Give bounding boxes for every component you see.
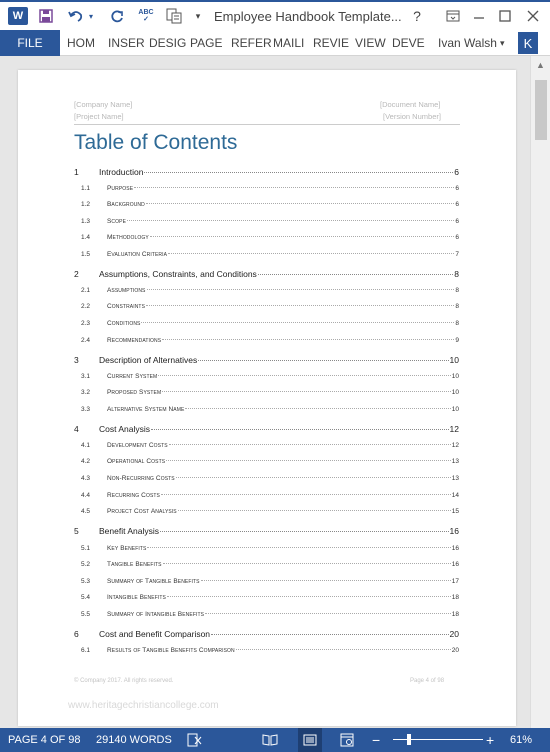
toc-entry-text: Summary of Intangible Benefits <box>107 611 205 618</box>
word-count[interactable]: 29140 WORDS <box>96 734 172 746</box>
toc-entry-text: Recommendations <box>107 337 162 344</box>
toc-entry-number: 4.5 <box>81 508 91 515</box>
toc-dot-leader <box>166 460 451 461</box>
tab-design[interactable]: DESIG <box>149 36 187 50</box>
toc-entry-page: 17 <box>451 578 459 585</box>
toc-dot-leader <box>169 444 451 445</box>
toc-entry-text: Assumptions <box>107 287 146 294</box>
scroll-up-icon[interactable]: ▲ <box>536 60 545 70</box>
toc-dot-leader <box>147 289 455 290</box>
toc-entry-text: Key Benefits <box>107 545 147 552</box>
toc-entry-number: 4.1 <box>81 442 91 449</box>
toc-entry-page: 6 <box>455 234 459 241</box>
toc-entry-page: 8 <box>455 287 459 294</box>
toc-dot-leader <box>176 477 451 478</box>
toc-dot-leader <box>141 322 454 323</box>
toc-dot-leader <box>168 253 454 254</box>
toc-entry-text: Non-Recurring Costs <box>107 475 175 482</box>
toc-dot-leader <box>167 596 451 597</box>
toc-entry-page: 8 <box>454 269 459 279</box>
toc-entry-page: 8 <box>455 303 459 310</box>
toc-dot-leader <box>161 494 451 495</box>
toc-entry-page: 8 <box>455 320 459 327</box>
toc-dot-leader <box>198 360 448 361</box>
toc-subentry[interactable] <box>74 458 459 465</box>
toc-entry-number: 5.2 <box>81 561 91 568</box>
tab-view[interactable]: VIEW <box>355 36 386 50</box>
customize-icon[interactable]: ▾ <box>195 10 201 21</box>
toc-subentry[interactable] <box>74 442 459 449</box>
toc-dot-leader <box>146 203 455 204</box>
toc-entry-page: 12 <box>449 424 459 434</box>
toc-subentry[interactable] <box>74 475 459 482</box>
toc-entry-text: Development Costs <box>107 442 168 449</box>
toc-subentry[interactable] <box>74 561 459 568</box>
toc-entry-page: 6 <box>455 201 459 208</box>
toc-entry-text: Proposed System <box>107 389 162 396</box>
toc-entry-number: 3.2 <box>81 389 91 396</box>
toc-entry-number: 5.5 <box>81 611 91 618</box>
tab-page-layout[interactable]: PAGE <box>190 36 223 50</box>
undo-icon[interactable] <box>66 6 86 26</box>
toc-entry-text: Background <box>107 201 145 208</box>
watermark-text: www.heritagechristiancollege.com <box>68 700 219 711</box>
print-layout-icon[interactable] <box>298 728 322 752</box>
toc-dot-leader <box>178 510 451 511</box>
toc-entry-text: Description of Alternatives <box>99 355 198 365</box>
zoom-out-button[interactable]: − <box>372 732 381 748</box>
toc-entry-number: 4.3 <box>81 475 91 482</box>
toc-entry[interactable] <box>74 424 459 434</box>
toc-subentry[interactable] <box>74 545 459 552</box>
help-icon[interactable]: ? <box>413 8 421 24</box>
redo-icon[interactable] <box>108 6 126 26</box>
toc-dot-leader <box>134 187 454 188</box>
toc-entry-number: 1.5 <box>81 251 91 258</box>
tab-home[interactable]: HOM <box>67 36 95 50</box>
toc-dot-leader <box>185 408 450 409</box>
toc-dot-leader <box>205 613 451 614</box>
header-divider <box>74 124 460 125</box>
toc-dot-leader <box>127 220 454 221</box>
toc-entry-page: 18 <box>451 611 459 618</box>
ribbon-tabs <box>0 30 550 56</box>
toc-entry-number: 3 <box>74 355 79 365</box>
toc-dot-leader <box>151 429 449 430</box>
zoom-level[interactable]: 61% <box>510 734 533 746</box>
toc-entry-number: 2.4 <box>81 337 91 344</box>
page-count[interactable]: PAGE 4 OF 98 <box>8 734 81 746</box>
vertical-scrollbar[interactable] <box>530 56 550 728</box>
toc-dot-leader <box>211 634 449 635</box>
toc-dot-leader <box>162 339 454 340</box>
toc-subentry[interactable] <box>74 320 459 327</box>
toc-entry[interactable] <box>74 526 459 536</box>
toc-entry-text: Cost and Benefit Comparison <box>99 629 211 639</box>
zoom-slider-thumb[interactable] <box>407 734 411 745</box>
toc-subentry[interactable] <box>74 492 459 499</box>
toc-subentry[interactable] <box>74 389 459 396</box>
toc-entry-text: Operational Costs <box>107 458 166 465</box>
toc-entry-page: 7 <box>455 251 459 258</box>
zoom-in-button[interactable]: + <box>486 732 495 748</box>
toc-entry[interactable] <box>74 167 459 177</box>
proofing-icon[interactable] <box>186 728 202 752</box>
tab-developer[interactable]: DEVE <box>392 36 425 50</box>
toc-entry-text: Recurring Costs <box>107 492 160 499</box>
toc-entry-page: 16 <box>451 545 459 552</box>
avatar[interactable]: K <box>518 32 538 54</box>
toc-entry-number: 5 <box>74 526 79 536</box>
toc-entry-page: 14 <box>451 492 459 499</box>
undo-dropdown-icon[interactable]: ▾ <box>88 11 93 21</box>
toc-subentry[interactable] <box>74 373 459 380</box>
toc-subentry[interactable] <box>74 234 459 241</box>
toc-entry-number: 2.1 <box>81 287 91 294</box>
toc-entry-text: Current System <box>107 373 158 380</box>
document-title: Employee Handbook Template... <box>214 9 402 24</box>
toc-entry-number: 6 <box>74 629 79 639</box>
toc-subentry[interactable] <box>74 251 459 258</box>
user-name[interactable]: Ivan Walsh <box>438 36 497 50</box>
toc-entry-page: 20 <box>449 629 459 639</box>
toc-entry-text: Project Cost Analysis <box>107 508 177 515</box>
header-company-name: [Company Name] <box>74 100 133 109</box>
toc-entry-text: Alternative System Name <box>107 406 185 413</box>
toc-entry-number: 1.2 <box>81 201 91 208</box>
toc-entry-page: 6 <box>454 167 459 177</box>
toc-entry-text: Scope <box>107 218 127 225</box>
toc-dot-leader <box>160 531 449 532</box>
toc-entry-text: Intangible Benefits <box>107 594 166 601</box>
toc-entry-text: Purpose <box>107 185 134 192</box>
toc-title: Table of Contents <box>74 131 238 154</box>
toc-entry-number: 4.2 <box>81 458 91 465</box>
toc-entry-text: Methodology <box>107 234 149 241</box>
read-mode-icon[interactable] <box>262 728 278 752</box>
toc-subentry[interactable] <box>74 611 459 618</box>
minimize-icon[interactable] <box>468 5 490 27</box>
restore-icon[interactable] <box>442 5 464 27</box>
toc-dot-leader <box>163 563 451 564</box>
toc-entry-number: 1.3 <box>81 218 91 225</box>
toc-dot-leader <box>158 375 450 376</box>
toc-entry-page: 20 <box>451 647 459 654</box>
close-icon[interactable] <box>522 5 544 27</box>
toc-entry-number: 5.3 <box>81 578 91 585</box>
tab-file[interactable]: FILE <box>0 30 60 56</box>
toc-subentry[interactable] <box>74 647 459 654</box>
toc-entry-number: 5.1 <box>81 545 91 552</box>
toc-entry-text: Evaluation Criteria <box>107 251 168 258</box>
toc-entry-page: 10 <box>451 389 459 396</box>
toc-subentry[interactable] <box>74 218 459 225</box>
toc-subentry[interactable] <box>74 185 459 192</box>
title-bar <box>0 0 550 30</box>
user-dropdown-icon[interactable]: ▾ <box>500 37 505 48</box>
word-logo-icon[interactable]: W <box>8 7 28 25</box>
toc-entry-number: 3.3 <box>81 406 91 413</box>
toc-entry-number: 2.2 <box>81 303 91 310</box>
toc-entry-number: 1.4 <box>81 234 91 241</box>
save-icon[interactable] <box>36 6 56 26</box>
toc-dot-leader <box>147 547 450 548</box>
toc-subentry[interactable] <box>74 508 459 515</box>
toc-subentry[interactable] <box>74 594 459 601</box>
toc-entry-number: 1 <box>74 167 79 177</box>
toc-entry-text: Summary of Tangible Benefits <box>107 578 200 585</box>
toc-subentry[interactable] <box>74 201 459 208</box>
tab-review[interactable]: REVIE <box>313 36 350 50</box>
toc-entry-number: 6.1 <box>81 647 91 654</box>
toc-dot-leader <box>146 305 454 306</box>
header-document-name: [Document Name] <box>380 100 441 109</box>
toc-entry-page: 16 <box>449 526 459 536</box>
toc-dot-leader <box>144 172 453 173</box>
toc-entry[interactable] <box>74 629 459 639</box>
web-layout-icon[interactable] <box>340 728 354 752</box>
tab-references[interactable]: REFER <box>231 36 272 50</box>
header-project-name: [Project Name] <box>74 112 124 121</box>
toc-entry-number: 1.1 <box>81 185 91 192</box>
toc-entry-page: 9 <box>455 337 459 344</box>
maximize-icon[interactable] <box>494 5 516 27</box>
toc-dot-leader <box>258 274 453 275</box>
footer-page-number: Page 4 of 98 <box>410 678 445 684</box>
toc-entry-page: 6 <box>455 185 459 192</box>
toc-entry[interactable] <box>74 269 459 279</box>
toc-entry-page: 10 <box>451 406 459 413</box>
toc-dot-leader <box>236 649 451 650</box>
toc-entry-number: 4.4 <box>81 492 91 499</box>
toc-entry-text: Results of Tangible Benefits Comparison <box>107 647 235 654</box>
toc-entry-text: Cost Analysis <box>99 424 151 434</box>
toc-subentry[interactable] <box>74 287 459 294</box>
toc-subentry[interactable] <box>74 578 459 585</box>
toc-entry-page: 16 <box>451 561 459 568</box>
tab-insert[interactable]: INSER <box>108 36 145 50</box>
toc-entry-text: Introduction <box>99 167 144 177</box>
header-version-number: [Version Number] <box>383 112 441 121</box>
toc-entry-text: Conditions <box>107 320 141 327</box>
toc-entry-page: 18 <box>451 594 459 601</box>
toc-entry-page: 12 <box>451 442 459 449</box>
toc-entry-page: 13 <box>451 475 459 482</box>
toc-subentry[interactable] <box>74 406 459 413</box>
toc-entry-number: 3.1 <box>81 373 91 380</box>
tab-mailings[interactable]: MAILI <box>273 36 305 50</box>
scroll-thumb[interactable] <box>535 80 547 140</box>
toc-entry-page: 13 <box>451 458 459 465</box>
toc-subentry[interactable] <box>74 337 459 344</box>
toc-entry-number: 5.4 <box>81 594 91 601</box>
toc-entry-page: 6 <box>455 218 459 225</box>
format-icon[interactable] <box>164 6 184 26</box>
toc-entry-number: 2 <box>74 269 79 279</box>
toc-entry[interactable] <box>74 355 459 365</box>
toc-entry-text: Benefit Analysis <box>99 526 160 536</box>
toc-subentry[interactable] <box>74 303 459 310</box>
toc-entry-text: Tangible Benefits <box>107 561 162 568</box>
toc-entry-page: 10 <box>449 355 459 365</box>
spelling-icon[interactable]: ABC ✓ <box>138 9 154 23</box>
toc-entry-number: 2.3 <box>81 320 91 327</box>
toc-dot-leader <box>162 391 451 392</box>
toc-entry-text: Constraints <box>107 303 146 310</box>
toc-dot-leader <box>150 236 455 237</box>
footer-copyright: © Company 2017. All rights reserved. <box>74 678 174 684</box>
toc-entry-text: Assumptions, Constraints, and Conditions <box>99 269 257 279</box>
toc-entry-page: 15 <box>451 508 459 515</box>
toc-entry-number: 4 <box>74 424 79 434</box>
toc-dot-leader <box>201 580 451 581</box>
toc-entry-page: 10 <box>451 373 459 380</box>
status-bar <box>0 728 550 752</box>
